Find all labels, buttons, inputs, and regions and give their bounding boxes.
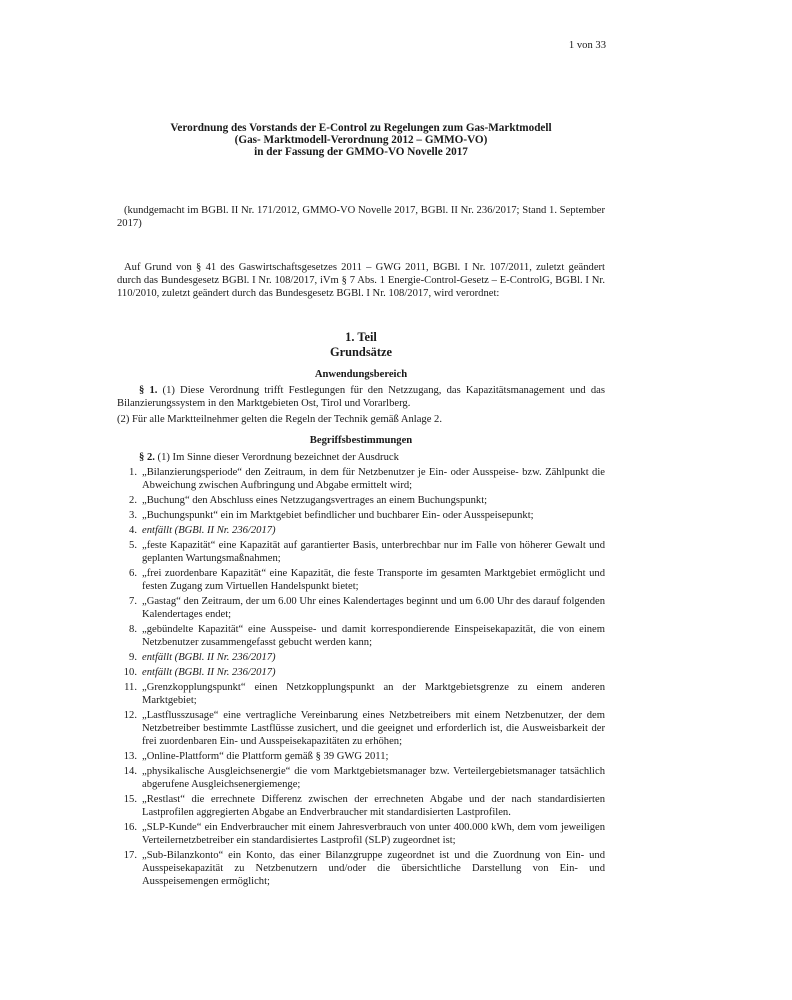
definition-text: „Sub-Bilanzkonto“ ein Konto, das einer Bilanzgruppe zugeordnet ist und die Zuordnung von Ein- und Ausspeisekapazität zu Netzbenutzern und/oder die übersichtliche Darstellung von Ein- und Ausspeisemengen ermöglicht; [142,850,605,887]
definition-item [117,709,605,748]
definition-number: 16. [123,822,137,833]
definition-text: „Restlast“ die errechnete Differenz zwischen der errechneten Abgabe und der nach standardisierten Lastprofilen aggregierten Abgabe an Endverbraucher mit standardisierten Lastprofilen. [142,794,605,818]
definition-item [117,595,605,621]
document-title-line-1: Verordnung des Vorstands der E-Control zu Regelungen zum Gas-Marktmodell [170,122,552,134]
definition-number: 2. [129,495,137,506]
definition-item [117,567,605,593]
document-title-line-2: (Gas- Marktmodell-Verordnung 2012 – GMMO-VO) [234,134,488,146]
paragraph-2-1 [117,451,605,464]
definition-number: 6. [129,568,137,579]
definition-text: „SLP-Kunde“ ein Endverbraucher mit einem Jahresverbrauch von unter 400.000 kWh, dem vom jeweiligen Verteilernetzbetreiber ein standardisiertes Lastprofil (SLP) zugeordnet ist; [142,822,605,846]
definition-text: „Grenzkopplungspunkt“ einen Netzkopplungspunkt an der Marktgebietsgrenze zu einem anderen Marktgebiet; [142,682,605,706]
definition-text: „Gastag“ den Zeitraum, der um 6.00 Uhr eines Kalendertages beginnt und um 6.00 Uhr des darauf folgenden Kalendertages endet; [142,596,605,620]
definition-text: „Buchung“ den Abschluss eines Netzzugangsvertrages an einem Buchungspunkt; [142,495,488,506]
definition-text: „feste Kapazität“ eine Kapazität auf garantierter Basis, unterbrechbar nur im Falle von höherer Gewalt und geplanten Wartungsmaßnahmen; [142,540,605,564]
paragraph-1-2: (2) Für alle Marktteilnehmer gelten die Regeln der Technik gemäß Anlage 2. [117,414,443,425]
definition-number: 12. [123,710,137,721]
definition-text: „Online-Plattform“ die Plattform gemäß § 39 GWG 2011; [142,751,389,762]
definition-item [117,821,605,847]
definition-text: „Buchungspunkt“ ein im Marktgebiet befindlicher und buchbarer Ein- oder Ausspeisepunkt; [142,510,534,521]
page-number: 1 von 33 [568,40,606,51]
paragraph-1-1 [117,384,605,410]
definition-item [117,793,605,819]
publication-note: (kundgemacht im BGBl. II Nr. 171/2012, GMMO-VO Novelle 2017, BGBl. II Nr. 236/2017; Stand 1. September 2017) [117,205,605,229]
document-title-line-3: in der Fassung der GMMO-VO Novelle 2017 [254,146,468,158]
definition-item [117,494,605,507]
definition-number: 9. [129,652,137,663]
definition-number: 14. [123,766,137,777]
paragraph-text: (1) Im Sinne dieser Verordnung bezeichnet der Ausdruck [157,452,399,463]
definition-item [117,509,605,522]
definition-number: 1. [129,467,137,478]
definition-item [117,849,605,888]
definition-text: „frei zuordenbare Kapazität“ eine Kapazität, die feste Transporte im gesamten Marktgebiet ermöglicht und festen Zugang zum Virtuellen Handelspunkt bietet; [142,568,605,592]
definition-item [117,623,605,649]
definition-number: 11. [124,682,137,693]
definition-item [117,539,605,565]
definition-text: entfällt (BGBl. II Nr. 236/2017) [142,667,276,678]
part-number: 1. Teil [345,330,377,344]
definition-item [117,765,605,791]
paragraph-text: (1) Diese Verordnung trifft Festlegungen für den Netzzugang, das Kapazitätsmanagement und das Bilanzierungssystem in den Marktgebieten Ost, Tirol und Vorarlberg. [117,385,605,409]
part-heading [117,330,605,360]
definition-number: 10. [123,667,137,678]
definition-number: 15. [123,794,137,805]
definition-number: 17. [123,850,137,861]
part-title: Grundsätze [330,345,392,359]
definition-text: entfällt (BGBl. II Nr. 236/2017) [142,525,276,536]
definition-number: 3. [129,510,137,521]
definition-item [117,750,605,763]
promulgation-clause: Auf Grund von § 41 des Gaswirtschaftsgesetzes 2011 – GWG 2011, BGBl. I Nr. 107/2011, zuletzt geändert durch das Bundesgesetz BGBl. I Nr. 108/2017, iVm § 7 Abs. 1 Energie-Control-Gesetz – E-ControlG, BGBl. I Nr. 110/2010, zuletzt geändert durch das Bundesgesetz BGBl. I Nr. 108/2017, wird verordnet: [117,262,605,299]
definition-item [117,466,605,492]
document-body [117,122,605,890]
definition-number: 5. [129,540,137,551]
definition-text: entfällt (BGBl. II Nr. 236/2017) [142,652,276,663]
definition-text: „Bilanzierungsperiode“ den Zeitraum, in dem für Netzbenutzer je Ein- oder Ausspeise- bzw. Zählpunkt die Abweichung zwischen Aufbringung und Abgabe ermittelt wird; [142,467,605,491]
section-heading-scope: Anwendungsbereich [314,369,408,380]
section-heading-definitions: Begriffsbestimmungen [309,435,413,446]
definition-number: 13. [123,751,137,762]
definition-number: 7. [129,596,137,607]
definition-item [117,681,605,707]
paragraph-mark: § 1. [139,385,158,396]
definition-text: „gebündelte Kapazität“ eine Ausspeise- und damit korrespondierende Einspeisekapazität, die von einem Netzbenutzer zusammengefasst gebucht werden kann; [142,624,605,648]
definition-item [117,651,605,664]
definition-text: „physikalische Ausgleichsenergie“ die vom Marktgebietsmanager bzw. Verteilergebietsmanager tatsächlich abgerufene Ausgleichsenergiemenge; [142,766,605,790]
definition-item [117,524,605,537]
definition-number: 8. [129,624,137,635]
definition-item [117,666,605,679]
paragraph-mark: § 2. [139,452,155,463]
definition-text: „Lastflusszusage“ eine vertragliche Vereinbarung eines Netzbetreibers mit einem Netzbenutzer, der dem Netzbetreiber bestimmte Lastflüsse zusichert, und die geeignet und erforderlich ist, die Ausweisbarkeit der frei zuordenbaren Ein- und Ausspeisekapazitäten zu erhöhen; [142,710,605,747]
definition-number: 4. [129,525,137,536]
definitions-list [117,466,605,888]
